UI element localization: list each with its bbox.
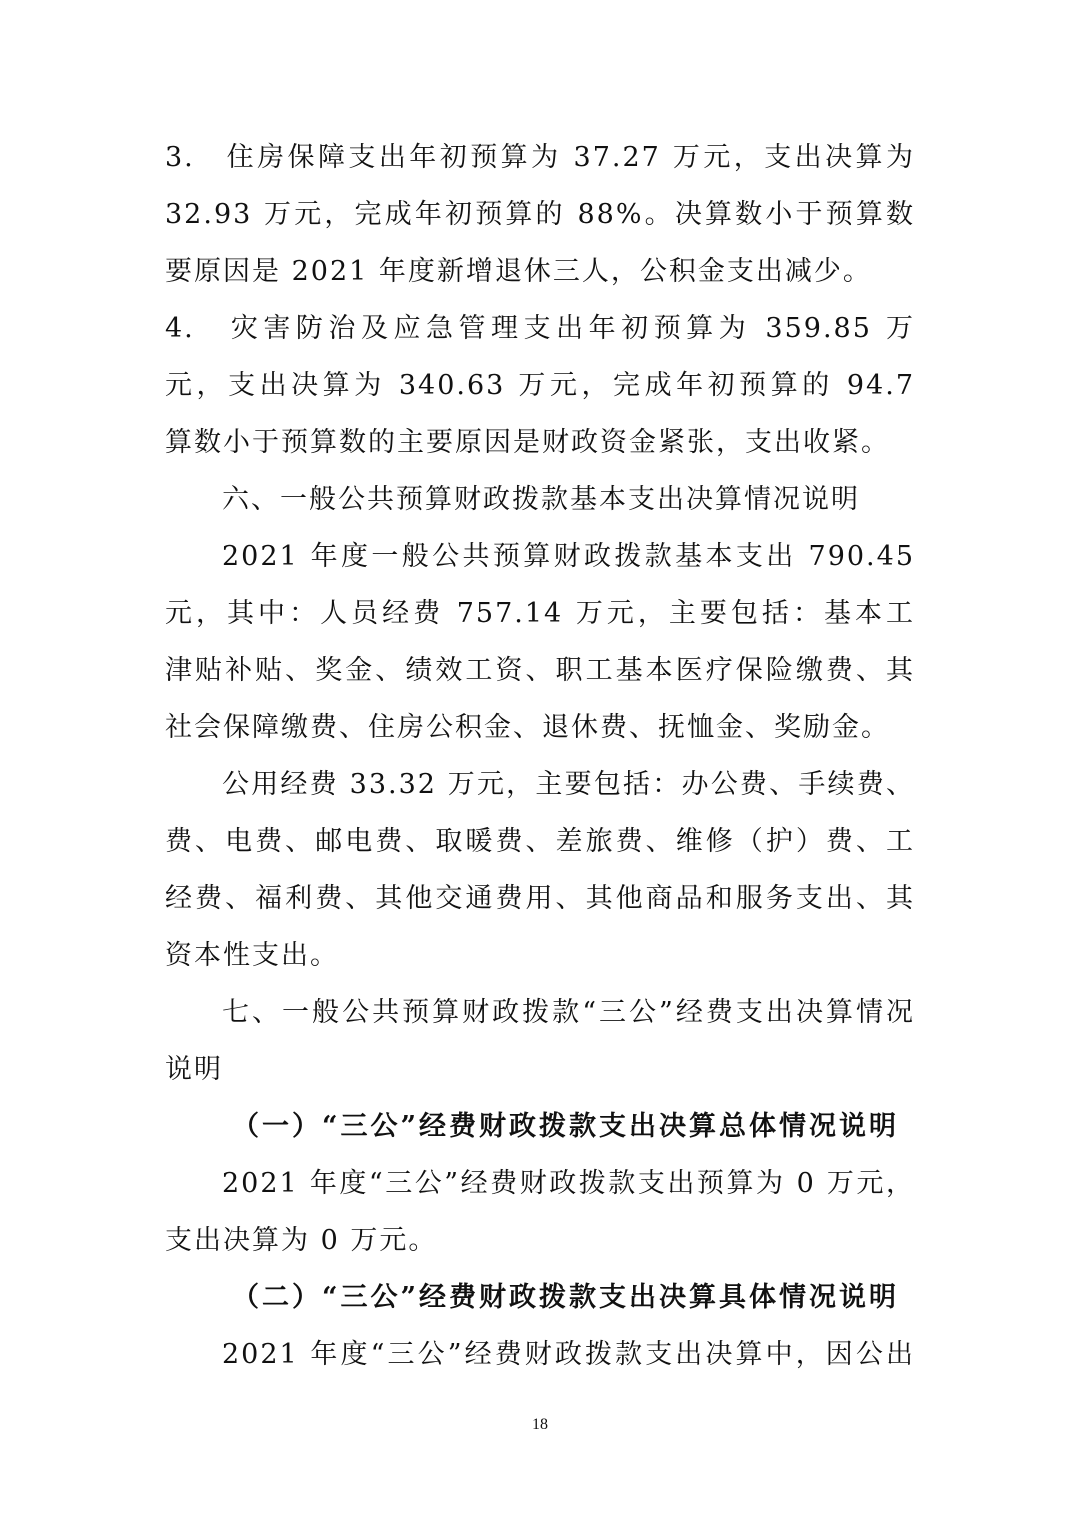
- section-7-sub2-line-1: 2021 年度“三公”经费财政拨款支出决算中，因公出: [222, 1339, 915, 1370]
- section-7-sub2-heading: （二）“三公”经费财政拨款支出决算具体情况说明: [232, 1282, 900, 1313]
- paragraph-4-line-2: 元，支出决算为 340.63 万元，完成年初预算的 94.7: [165, 370, 915, 401]
- paragraph-4-line-1: 4. 灾害防治及应急管理支出年初预算为 359.85 万: [165, 313, 915, 344]
- page-number: 18: [532, 1416, 548, 1433]
- section-6-p1-line-4: 社会保障缴费、住房公积金、退休费、抚恤金、奖励金。: [165, 712, 890, 743]
- section-7-heading-line-1: 七、一般公共预算财政拨款“三公”经费支出决算情况: [222, 997, 915, 1028]
- section-6-p1-line-1: 2021 年度一般公共预算财政拨款基本支出 790.45: [222, 541, 915, 572]
- section-7-sub1-line-1: 2021 年度“三公”经费财政拨款支出预算为 0 万元，: [222, 1168, 915, 1199]
- paragraph-3-line-1: 3. 住房保障支出年初预算为 37.27 万元，支出决算为: [165, 142, 915, 173]
- section-6-p1-line-2: 元，其中：人员经费 757.14 万元，主要包括：基本工: [165, 598, 915, 629]
- section-6-p2-line-1: 公用经费 33.32 万元，主要包括：办公费、手续费、: [222, 769, 915, 800]
- section-6-p2-line-3: 经费、福利费、其他交通费用、其他商品和服务支出、其: [165, 883, 915, 914]
- section-6-p2-line-2: 费、电费、邮电费、取暖费、差旅费、维修（护）费、工: [165, 826, 915, 857]
- paragraph-4-line-3: 算数小于预算数的主要原因是财政资金紧张，支出收紧。: [165, 427, 890, 458]
- section-7-sub1-line-2: 支出决算为 0 万元。: [165, 1225, 438, 1256]
- section-6-p1-line-3: 津贴补贴、奖金、绩效工资、职工基本医疗保险缴费、其: [165, 655, 915, 686]
- section-7-sub1-heading: （一）“三公”经费财政拨款支出决算总体情况说明: [232, 1111, 900, 1142]
- paragraph-3-line-3: 要原因是 2021 年度新增退休三人，公积金支出减少。: [165, 256, 872, 287]
- section-6-heading: 六、一般公共预算财政拨款基本支出决算情况说明: [222, 484, 860, 515]
- section-7-heading-line-2: 说明: [165, 1054, 223, 1085]
- section-6-p2-line-4: 资本性支出。: [165, 940, 339, 971]
- paragraph-3-line-2: 32.93 万元，完成年初预算的 88%。决算数小于预算数: [165, 199, 915, 230]
